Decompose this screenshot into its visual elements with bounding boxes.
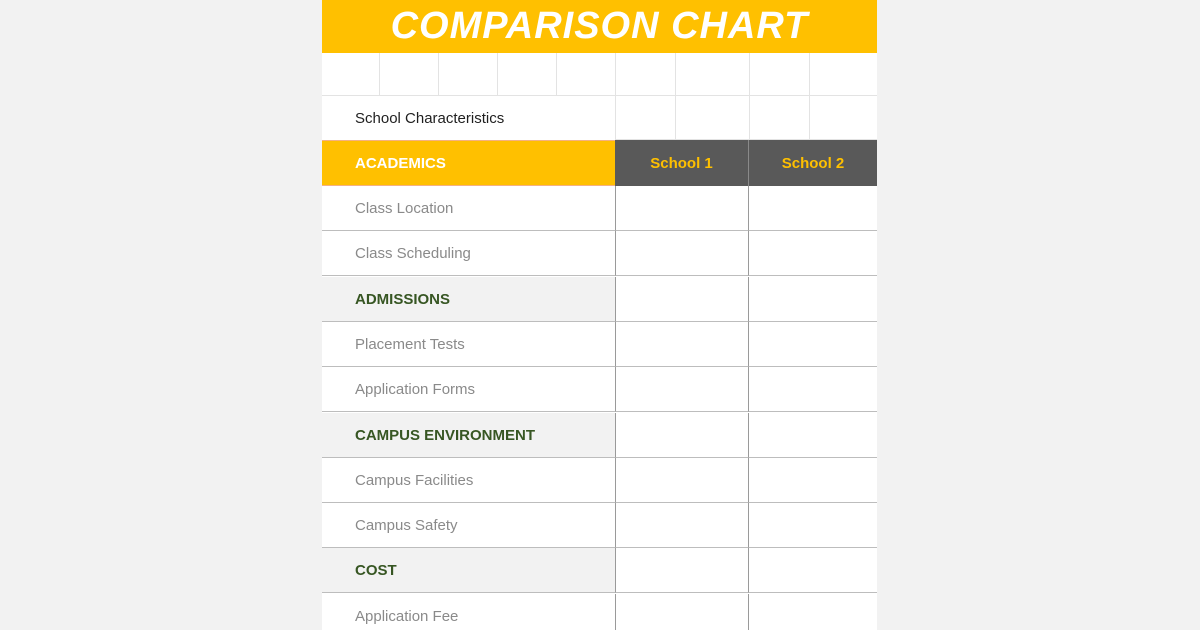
school2-cell[interactable]	[749, 186, 877, 231]
school1-cell[interactable]	[615, 367, 749, 412]
chart-title: COMPARISON CHART	[390, 5, 809, 47]
comparison-chart-document	[322, 0, 877, 630]
section-row	[322, 277, 877, 322]
school2-cell[interactable]	[749, 322, 877, 367]
gridline	[556, 53, 557, 95]
section-row	[322, 548, 877, 593]
section-row	[322, 413, 877, 458]
school1-cell[interactable]	[615, 413, 749, 458]
section-label: ADMISSIONS	[322, 277, 615, 322]
school2-cell[interactable]	[749, 458, 877, 503]
gridline	[497, 53, 498, 95]
row-label: Application Fee	[322, 594, 615, 630]
school2-header: School 2	[749, 140, 877, 186]
school2-cell[interactable]	[749, 548, 877, 593]
table-row	[322, 594, 877, 630]
school2-cell[interactable]	[749, 367, 877, 412]
school1-cell[interactable]	[615, 277, 749, 322]
row-label: Application Forms	[322, 367, 615, 412]
school1-cell[interactable]	[615, 548, 749, 593]
gridline	[438, 53, 439, 95]
school1-cell[interactable]	[615, 322, 749, 367]
school2-cell[interactable]	[749, 231, 877, 276]
section-academics: ACADEMICS	[322, 140, 615, 186]
school2-cell[interactable]	[749, 277, 877, 322]
row-label: Class Location	[322, 186, 615, 231]
row-label: Placement Tests	[322, 322, 615, 367]
header-row	[322, 140, 877, 186]
row-label: Campus Facilities	[322, 458, 615, 503]
table-row	[322, 186, 877, 231]
school1-cell[interactable]	[615, 231, 749, 276]
table-row	[322, 322, 877, 367]
school1-header: School 1	[615, 140, 749, 186]
table-row	[322, 458, 877, 503]
school2-cell[interactable]	[749, 413, 877, 458]
table-row	[322, 503, 877, 548]
gridline	[379, 53, 380, 95]
characteristics-row	[322, 96, 877, 140]
section-label: COST	[322, 548, 615, 593]
school2-cell[interactable]	[749, 503, 877, 548]
school1-cell[interactable]	[615, 458, 749, 503]
school1-cell[interactable]	[615, 594, 749, 630]
row-label: Class Scheduling	[322, 231, 615, 276]
school1-cell[interactable]	[615, 503, 749, 548]
section-label: CAMPUS ENVIRONMENT	[322, 413, 615, 458]
school2-cell[interactable]	[749, 594, 877, 630]
row-label: Campus Safety	[322, 503, 615, 548]
table-row	[322, 367, 877, 412]
title-banner	[322, 0, 877, 53]
school1-cell[interactable]	[615, 186, 749, 231]
characteristics-label: School Characteristics	[355, 109, 505, 127]
table-row	[322, 231, 877, 276]
